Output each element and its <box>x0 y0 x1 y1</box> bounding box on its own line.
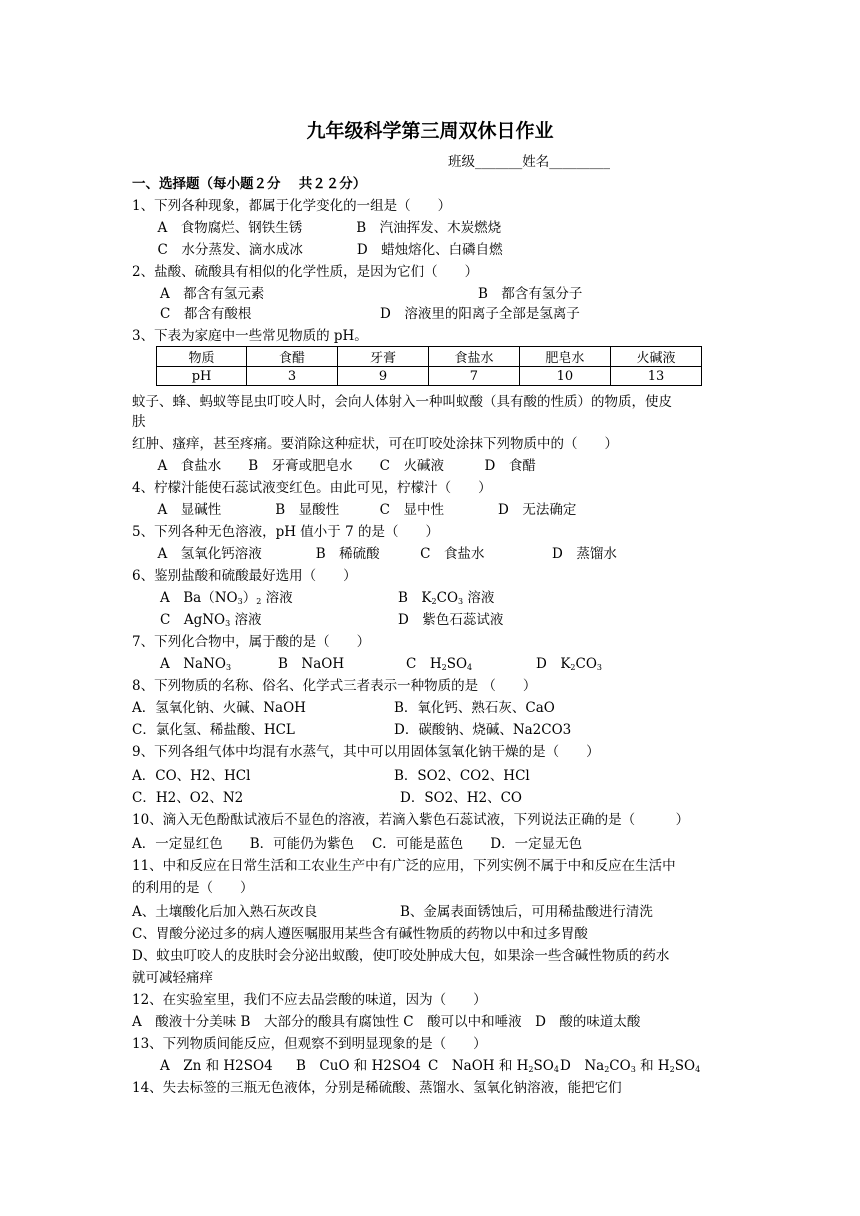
question-13-option-b: B CuO 和 H2SO4 <box>296 1058 421 1074</box>
ph-cell: 物质 <box>157 347 247 367</box>
question-6-option-c: C AgNO$_3$ 溶液 <box>160 612 262 628</box>
question-9-option-c: C．H2、O2、N2 <box>132 790 244 806</box>
class-name-blank: 班级_______姓名_________ <box>448 154 610 170</box>
question-8-option-c: C．氯化氢、稀盐酸、HCL <box>132 722 295 738</box>
question-3-options: A 食盐水 B 牙膏或肥皂水 C 火碱液 D 食醋 <box>144 458 536 474</box>
ph-cell: 食盐水 <box>428 347 519 367</box>
question-11: 11、中和反应在日常生活和工农业生产中有广泛的应用，下列实例不属于中和反应在生活中 <box>132 858 676 874</box>
question-8-option-d: D．碳酸钠、烧碱、Na2CO3 <box>394 722 572 738</box>
question-13-option-c: C NaOH 和 $H_2SO_4$ <box>428 1058 559 1074</box>
question-10: 10、滴入无色酚酞试液后不显色的溶液，若滴入紫色石蕊试液，下列说法正确的是（ ） <box>132 812 690 828</box>
question-7-option-a: A NaNO$_3$ <box>160 656 232 672</box>
question-3: 3、下表为家庭中一些常见物质的 pH。 <box>132 328 368 344</box>
question-2-option-a: A 都含有氢元素 <box>160 286 265 302</box>
ph-cell: 肥皂水 <box>519 347 610 367</box>
ph-cell: 7 <box>428 367 519 386</box>
question-6-option-d: D 紫色石蕊试液 <box>398 612 504 628</box>
question-13-option-d: D $Na_2CO_3$ 和 $H_2SO_4$ <box>560 1058 701 1074</box>
ph-cell: 9 <box>338 367 429 386</box>
question-11-option-c: C、胃酸分泌过多的病人遵医嘱服用某些含有碱性物质的药物以中和过多胃酸 <box>132 926 588 942</box>
question-4: 4、柠檬汁能使石蕊试液变红色。由此可见，柠檬汁（ ） <box>132 480 492 496</box>
question-8-option-b: B．氧化钙、熟石灰、CaO <box>394 700 555 716</box>
question-12-options: A 酸液十分美味 B 大部分的酸具有腐蚀性 C 酸可以中和唾液 D 酸的味道太酸 <box>132 1014 641 1030</box>
question-7-option-d: D $K_2CO_3$ <box>536 656 603 672</box>
question-10-options: A．一定显红色 B．可能仍为紫色 C．可能是蓝色 D．一定显无色 <box>132 836 583 852</box>
question-11-option-d: D、蚊虫叮咬人的皮肤时会分泌出蚁酸，使叮咬处肿成大包，如果涂一些含碱性物质的药水 <box>132 948 670 964</box>
question-3-paragraph: 肤 <box>132 414 146 430</box>
question-11-option-d-cont: 就可减轻痛痒 <box>132 970 213 986</box>
question-12: 12、在实验室里，我们不应去品尝酸的味道，因为（ ） <box>132 992 487 1008</box>
ph-cell: 火碱液 <box>610 347 701 367</box>
ph-cell: 食醋 <box>247 347 338 367</box>
question-1-options-cd: C 水分蒸发、滴水成冰 D 蜡烛熔化、白磷自燃 <box>144 242 503 258</box>
question-3-paragraph: 红肿、瘙痒，甚至疼痛。要消除这种症状，可在叮咬处涂抹下列物质中的（ ） <box>132 436 618 452</box>
question-9-option-a: A．CO、H2、HCl <box>132 768 251 784</box>
question-11-option-a: A、土壤酸化后加入熟石灰改良 <box>132 904 318 920</box>
question-11-cont: 的利用的是（ ） <box>132 880 254 896</box>
question-6-option-b: B $K_2CO_3$ 溶液 <box>398 590 495 606</box>
question-11-option-b: B、金属表面锈蚀后，可用稀盐酸进行清洗 <box>400 904 653 920</box>
question-8-option-a: A．氢氧化钠、火碱、NaOH <box>132 700 306 716</box>
question-13: 13、下列物质间能反应，但观察不到明显现象的是（ ） <box>132 1036 487 1052</box>
ph-cell: 10 <box>519 367 610 386</box>
question-7-option-b: B NaOH <box>278 656 345 672</box>
question-6-option-a: A $Ba(NO_3)_2$ 溶液 <box>160 590 293 606</box>
question-9-option-b: B．SO2、CO2、HCl <box>394 768 530 784</box>
question-14: 14、失去标签的三瓶无色液体，分别是稀硫酸、蒸馏水、氢氧化钠溶液，能把它们 <box>132 1080 622 1096</box>
question-8: 8、下列物质的名称、俗名、化学式三者表示一种物质的是 （ ） <box>132 678 537 694</box>
question-1: 1、下列各种现象，都属于化学变化的一组是（ ） <box>132 198 452 214</box>
question-13-option-a: A Zn 和 H2SO4 <box>160 1058 273 1074</box>
ph-cell: 13 <box>610 367 701 386</box>
ph-table <box>156 346 702 386</box>
question-7-option-c: C $H_2SO_4$ <box>406 656 473 672</box>
ph-table-header <box>157 347 702 367</box>
section-heading: 一、选择题（每小题２分 共２２分） <box>132 176 367 192</box>
question-2: 2、盐酸、硫酸具有相似的化学性质，是因为它们（ ） <box>132 264 479 280</box>
question-6: 6、鉴别盐酸和硫酸最好选用（ ） <box>132 568 357 584</box>
ph-cell: pH <box>157 367 247 386</box>
question-3-paragraph: 蚊子、蜂、蚂蚁等昆虫叮咬人时，会向人体射入一种叫蚁酸（具有酸的性质）的物质，使皮 <box>132 394 672 410</box>
question-9: 9、下列各组气体中均混有水蒸气，其中可以用固体氢氧化钠干燥的是（ ） <box>132 744 600 760</box>
question-5: 5、下列各种无色溶液，pH 值小于 7 的是（ ） <box>132 524 439 540</box>
ph-cell: 3 <box>247 367 338 386</box>
question-7: 7、下列化合物中，属于酸的是（ ） <box>132 634 371 650</box>
question-5-options: A 氢氧化钙溶液 B 稀硫酸 C 食盐水 D 蒸馏水 <box>144 546 617 562</box>
question-4-options: A 显碱性 B 显酸性 C 显中性 D 无法确定 <box>144 502 577 518</box>
question-2-option-c: C 都含有酸根 <box>160 306 252 322</box>
question-1-options-ab: A 食物腐烂、钢铁生锈 B 汽油挥发、木炭燃烧 <box>144 220 502 236</box>
question-2-option-d: D 溶液里的阳离子全部是氢离子 <box>380 306 580 322</box>
page-title: 九年级科学第三周双休日作业 <box>306 120 554 142</box>
ph-table-row <box>157 367 702 386</box>
ph-cell: 牙膏 <box>338 347 429 367</box>
question-9-option-d: D．SO2、H2、CO <box>400 790 522 806</box>
question-2-option-b: B 都含有氢分子 <box>478 286 583 302</box>
